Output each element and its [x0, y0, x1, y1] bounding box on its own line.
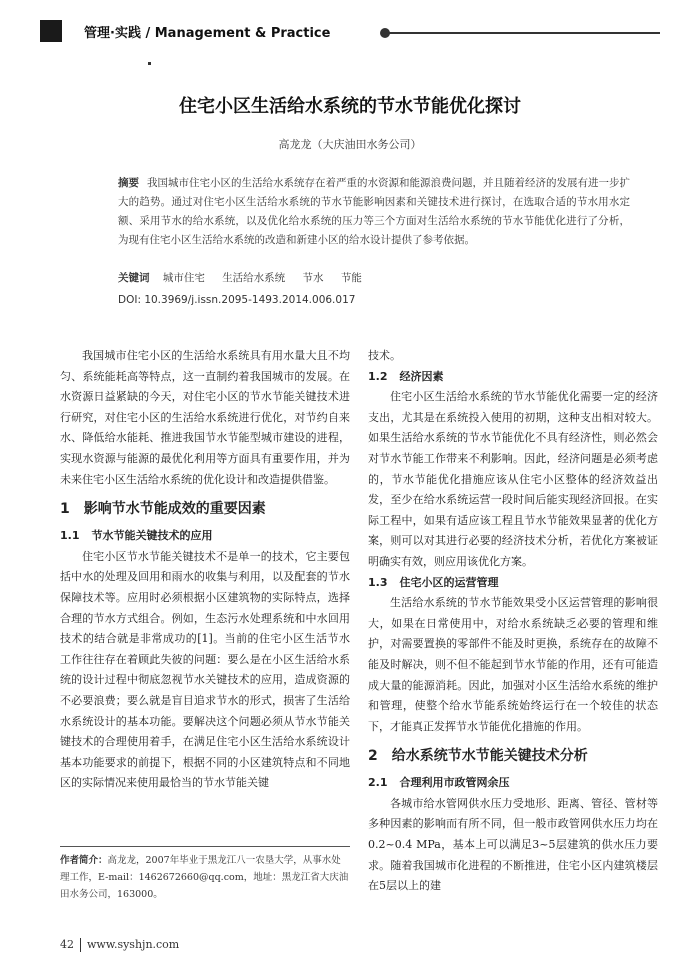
section-2-1-heading: 2.1 合理利用市政管网余压 [368, 776, 510, 790]
section-2-heading: 2 给水系统节水节能关键技术分析 [368, 748, 588, 765]
keyword: 城市住宅 [162, 272, 205, 284]
abstract-text: 我国城市住宅小区的生活给水系统存在着严重的水资源和能源浪费问题，并且随着经济的发展有进一步扩大的趋势。通过对住宅小区生活给水系统的节水节能影响因素和关键技术进行探讨，在选取合适的节水用水定额、采用节水的给水系统，以及优化给水系统的压力等三个方面对生活给水系统的节水节能优化进行了分析，为现有住宅小区生活给水系统的改造和新建小区的给水设计提供了参考依据。 [118, 177, 630, 246]
section-1-3-heading: 1.3 住宅小区的运营管理 [368, 575, 499, 589]
keyword: 节水 [302, 272, 324, 284]
header-section-label: 管理·实践 / Management & Practice [84, 26, 331, 41]
article-author: 高龙龙（大庆油田水务公司） [278, 138, 422, 151]
header-rule [388, 32, 660, 34]
author-footnote [60, 852, 350, 903]
footnote-label: 作者简介： [60, 855, 108, 866]
abstract [90, 174, 630, 250]
decorative-dot [148, 62, 151, 65]
footnote-text: 高龙龙，2007年毕业于黑龙江八一农垦大学，从事水处理工作，E-mail：1462672660@qq.com，地址：黑龙江省大庆油田水务公司，163000。 [60, 855, 349, 900]
section-1-1-paragraph: 住宅小区节水节能关键技术不是单一的技术，它主要包括中水的处理及回用和雨水的收集与利用，以及配套的节水保障技术等。应用时必须根据小区建筑物的实际特点，选择合理的节水方式组合。例如，生态污水处理系统和中水回用技术的结合就是非常成功的[1]。当前的住宅小区生活节水工作往往存在着顾此失彼的问题：要么是在小区生活给水系统的设计过程中彻底忽视节水关键技术的应用，造成资源的不必要浪费；要么就是盲目追求节水的形式，损害了生活给水系统设计的基本功能。要解决这个问题必须从节水节能关键技术的合理使用着手，在满足住宅小区生活给水系统设计基本功能要求的前提下，根据不同的小区建筑特点和不同地区的实际情况来使用最恰当的节水节能关键 [60, 549, 350, 790]
doi: DOI: 10.3969/j.issn.2095-1493.2014.006.017 [118, 294, 356, 306]
section-1-heading: 1 影响节水节能成效的重要因素 [60, 501, 266, 518]
footer-separator [80, 938, 81, 952]
keywords-label: 关键词 [118, 272, 150, 284]
page-footer [60, 938, 179, 952]
section-1-3-paragraph: 生活给水系统的节水节能效果受小区运营管理的影响很大，如果在日常使用中，对给水系统缺乏必要的管理和维护，对需要置换的零部件不能及时更换，系统存在的故障不能及时解决，则不但不能起到节水节能的作用，还有可能造成大量的能源消耗。因此，加强对小区生活给水系统的维护和管理，使整个给水节能系统始终运行在一个较佳的状态下，才能真正发挥节水节能优化措施的作用。 [368, 596, 658, 733]
page-number: 42 [60, 938, 74, 951]
keyword: 节能 [340, 272, 362, 284]
header-block-icon [40, 20, 62, 42]
section-2-1-paragraph: 各城市给水管网供水压力受地形、距离、管径、管材等多种因素的影响而有所不同，但一般市政管网供水压力均在0.2~0.4 MPa，基本上可以满足3~5层建筑的供水压力要求。随着我国城市化进程的不断推进，住宅小区内建筑楼层在5层以上的建 [368, 796, 658, 893]
intro-paragraph: 我国城市住宅小区的生活给水系统具有用水量大且不均匀、系统能耗高等特点，这一直制约着我国城市的发展。在水资源日益紧缺的今天，对住宅小区的节水节能关键技术进行研究，对住宅小区的生活给水系统进行优化，对节约自来水、降低给水能耗、推进我国节水节能型城市建设的进程，实现水资源与能源的最优化利用等方面具有重要作用，并为未来住宅小区生活给水系统的优化设计和改造提供借鉴。 [60, 349, 350, 486]
abstract-label: 摘要 [118, 177, 139, 189]
footnote-rule [60, 846, 350, 847]
article-title: 住宅小区生活给水系统的节水节能优化探讨 [179, 96, 521, 117]
keyword: 生活给水系统 [222, 272, 286, 284]
section-1-2-paragraph: 住宅小区生活给水系统的节水节能优化需要一定的经济支出，尤其是在系统投入使用的初期，这种支出相对较大。如果生活给水系统的节水节能优化不具有经济性，则必然会对节水节能工作带来不利影响。因此，经济问题是必须考虑的，节水节能优化措施应该从住宅小区整体的经济效益出发，至少在给水系统运营一段时间后能实现经济回报。在实际工程中，如果有适应该工程且节水节能效果显著的优化方案，则可以对其进行必要的经济技术分析，若优化方案被证明确实有效，则应用该优化方案。 [368, 390, 658, 568]
journal-url[interactable]: www.syshjn.com [87, 938, 180, 951]
section-1-1-heading: 1.1 节水节能关键技术的应用 [60, 529, 213, 543]
section-1-2-heading: 1.2 经济因素 [368, 369, 444, 383]
continued-paragraph: 技术。 [368, 349, 401, 362]
keywords [118, 270, 376, 285]
running-header [40, 18, 660, 46]
left-column [60, 346, 350, 794]
right-column [368, 346, 658, 897]
